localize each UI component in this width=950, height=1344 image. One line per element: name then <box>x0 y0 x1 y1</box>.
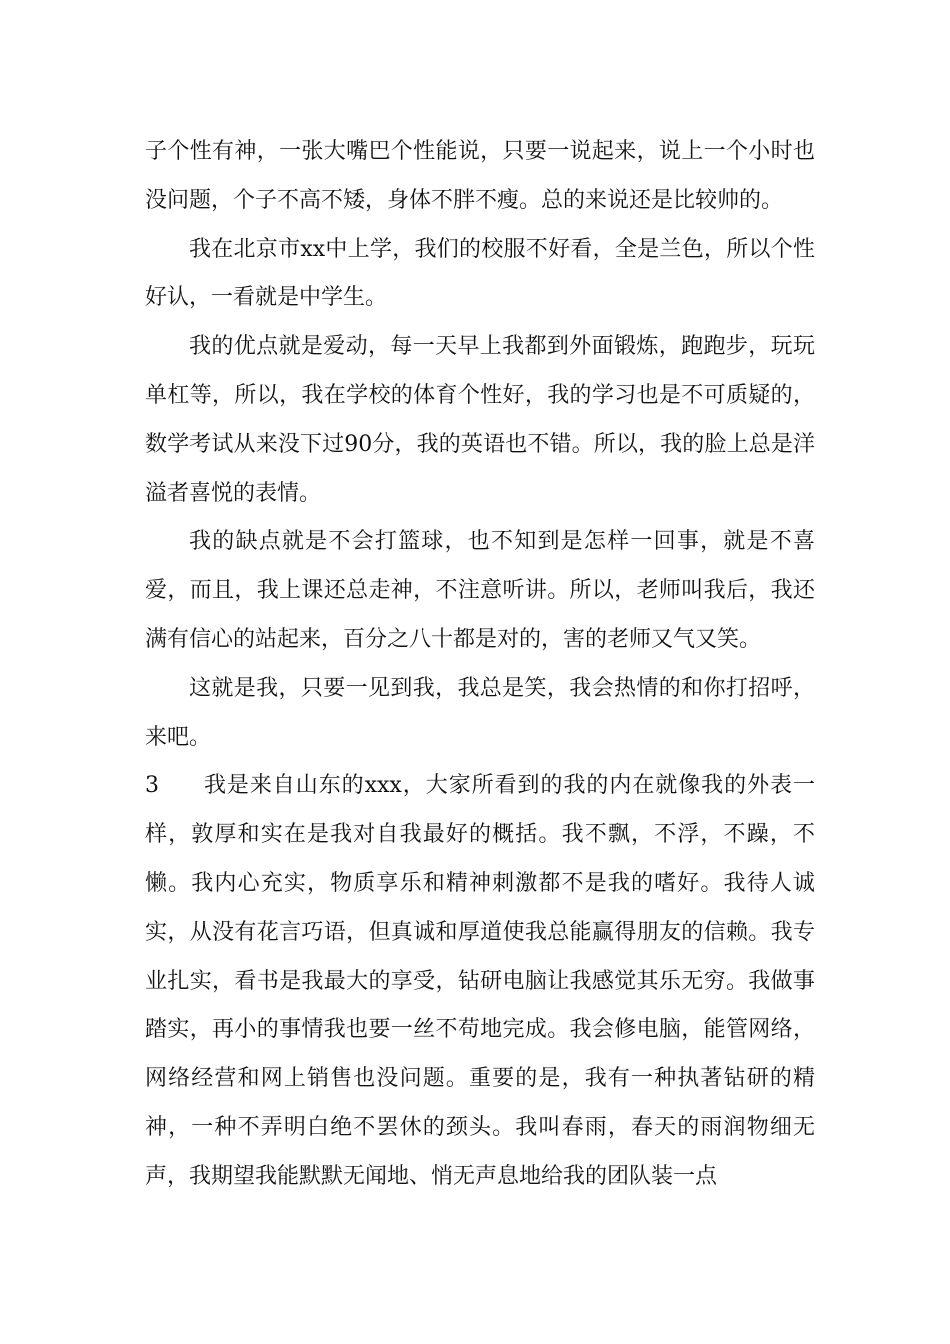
paragraph-5: 这就是我，只要一见到我，我总是笑，我会热情的和你打招呼，来吧。 <box>145 675 815 750</box>
paragraph-3: 我的优点就是爱动，每一天早上我都到外面锻炼，跑跑步，玩玩单杠等，所以，我在学校的体育个性好，我的学习也是不可质疑的，数学考试从来没下过90分，我的英语也不错。所以，我的脸上总是洋溢者喜悦的表情。 <box>145 334 815 506</box>
paragraph-4: 我的缺点就是不会打篮球，也不知到是怎样一回事，就是不喜爱，而且，我上课还总走神，不注意听讲。所以，老师叫我后，我还满有信心的站起来，百分之八十都是对的，害的老师又气又笑。 <box>145 529 815 652</box>
document-body <box>145 128 815 1202</box>
paragraph-6-text: 我是来自山东的xxx，大家所看到的我的内在就像我的外表一样，敦厚和实在是我对自我最好的概括。我不飘，不浮，不躁，不懒。我内心充实，物质享乐和精神刺激都不是我的嗜好。我待人诚实，从没有花言巧语，但真诚和厚道使我总能赢得朋友的信赖。我专业扎实，看书是我最大的享受，钻研电脑让我感觉其乐无穷。我做事踏实，再小的事情我也要一丝不苟地完成。我会修电脑，能管网络，网络经营和网上销售也没问题。重要的是，我有一种执著钻研的精神，一种不弄明白绝不罢休的颈头。我叫春雨，春天的雨润物细无声，我期望我能默默无闻地、悄无声息地给我的团队装一点 <box>145 773 815 1189</box>
paragraph-2: 我在北京市xx中上学，我们的校服不好看，全是兰色，所以个性好认，一看就是中学生。 <box>145 236 815 311</box>
paragraph-6 <box>145 762 815 1201</box>
section-number: 3 <box>145 773 159 799</box>
paragraph-1: 子个性有神，一张大嘴巴个性能说，只要一说起来，说上一个小时也没问题，个子不高不矮，身体不胖不瘦。总的来说还是比较帅的。 <box>145 139 815 213</box>
